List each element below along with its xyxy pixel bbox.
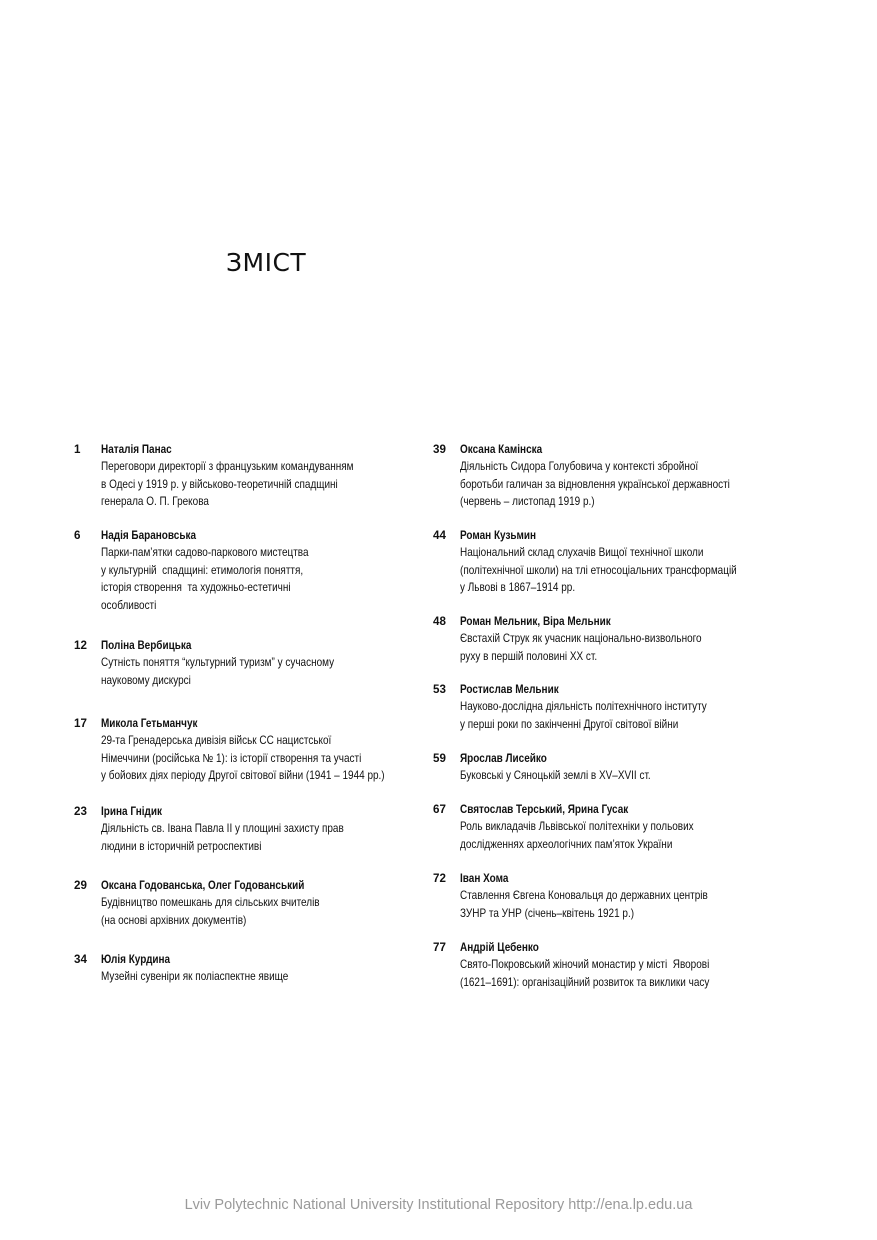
toc-author: Іван Хома [460,872,509,885]
toc-page-number: 17 [74,717,87,730]
toc-entry [433,750,682,785]
toc-entry [433,681,747,733]
toc-entry [74,803,383,855]
toc-entry [74,951,319,986]
toc-author: Ярослав Лисейко [460,752,547,765]
toc-entry [433,870,748,922]
toc-title-line: Діяльність св. Івана Павла ІІ у площині захисту прав [101,822,344,836]
toc-entry [433,441,774,511]
toc-title-line: Переговори директорії з французьким командуванням [101,460,354,474]
toc-title-line: (1621–1691): організаційний розвиток та виклики часу [460,975,710,989]
toc-title-line: (червень – листопад 1919 р.) [460,495,595,509]
toc-entry [74,527,342,614]
toc-title-line: Музейні сувеніри як поліаспектне явище [101,970,289,984]
toc-author: Оксана Годованська, Олег Годованський [101,879,305,892]
toc-title-line: історія створення та художньо-естетичні [101,581,291,595]
toc-author: Ростислав Мельник [460,683,559,696]
toc-page-number: 77 [433,941,446,954]
toc-title-line: Німеччини (російська № 1): із історії створення та участі [101,751,362,765]
toc-title-line: (на основі архівних документів) [101,913,247,927]
toc-title-line: Парки-пам’ятки садово-паркового мистецтва [101,546,309,560]
toc-title-line: Сутність поняття “культурний туризм” у сучасному [101,656,335,670]
toc-title-line: у культурній спадщині: етимологія поняття, [101,563,304,577]
toc-title-line: генерала О. П. Грекова [101,495,209,509]
toc-page-number: 44 [433,529,446,542]
toc-title-line: у бойових діях періоду Другої світової війни (1941 – 1944 рр.) [101,769,385,783]
toc-page-number: 48 [433,615,446,628]
toc-title-line: науковому дискурсі [101,673,191,687]
toc-entry [74,441,395,511]
toc-page-number: 1 [74,443,81,456]
toc-page-number: 67 [433,803,446,816]
toc-title-line: 29-та Гренадерська дивізія військ СС нацистської [101,734,332,748]
toc-page-number: 6 [74,529,81,542]
toc-title-line: людини в історичній ретроспективі [101,839,262,853]
toc-title-line: Роль викладачів Львівської політехніки у польових [460,820,694,834]
toc-entry [433,939,750,991]
toc-title-line: Свято-Покровський жіночий монастир у місті Яворові [460,958,710,972]
toc-author: Святослав Терський, Ярина Гусак [460,803,629,816]
toc-title-line: Євстахій Струк як учасник національно-визвольного [460,632,702,646]
toc-title-line: Науково-дослідна діяльність політехнічного інституту [460,700,707,714]
toc-entry [433,613,741,665]
toc-page-number: 12 [74,639,87,652]
toc-title-line: особливості [101,598,157,612]
toc-author: Оксана Камінска [460,443,543,456]
toc-page-number: 72 [433,872,446,885]
toc-entry [74,715,431,785]
toc-page-number: 34 [74,953,87,966]
toc-title-line: у перші роки по закінченні Другої світової війни [460,717,679,731]
toc-author: Юлія Курдина [101,953,171,966]
toc-author: Роман Мельник, Віра Мельник [460,615,611,628]
toc-title-line: (політехнічної школи) на тлі етносоціальних трансформацій [460,563,737,577]
toc-title-line: у Львові в 1867–1914 рр. [460,581,576,595]
toc-author: Роман Кузьмин [460,529,537,542]
toc-page-number: 59 [433,752,446,765]
toc-entry [74,637,372,689]
toc-title-line: руху в першій половині ХХ ст. [460,649,598,663]
toc-page-number: 29 [74,879,87,892]
toc-page-number: 39 [433,443,446,456]
page-title: ЗМІСТ [226,248,307,277]
toc-entry [74,877,355,929]
toc-entry [433,527,782,597]
toc-page-number: 23 [74,805,87,818]
toc-title-line: боротьби галичан за відновлення української державності [460,477,730,491]
toc-author: Микола Гетьманчук [101,717,198,730]
toc-title-line: Національний склад слухачів Вищої технічної школи [460,546,704,560]
toc-author: Андрій Цебенко [460,941,539,954]
toc-entry [433,801,732,853]
toc-page-number: 53 [433,683,446,696]
toc-author: Ірина Гнідик [101,805,162,818]
repository-footer: Lviv Polytechnic National University Institutional Repository http://ena.lp.edu.ua [184,1197,693,1213]
toc-title-line: Діяльність Сидора Голубовича у контексті збройної [460,460,699,474]
toc-title-line: Буковські у Сяноцькій землі в XV–XVII ст. [460,769,651,783]
toc-title-line: Будівництво помешкань для сільських вчителів [101,896,320,910]
toc-author: Надія Барановська [101,529,196,542]
toc-title-line: Ставлення Євгена Коновальця до державних центрів [460,889,708,903]
toc-author: Наталія Панас [101,443,172,456]
toc-author: Поліна Вербицька [101,639,192,652]
toc-title-line: ЗУНР та УНР (січень–квітень 1921 р.) [460,906,635,920]
toc-title-line: дослідженнях археологічних пам’яток України [460,837,673,851]
toc-title-line: в Одесі у 1919 р. у військово-теоретичній спадщині [101,477,338,491]
